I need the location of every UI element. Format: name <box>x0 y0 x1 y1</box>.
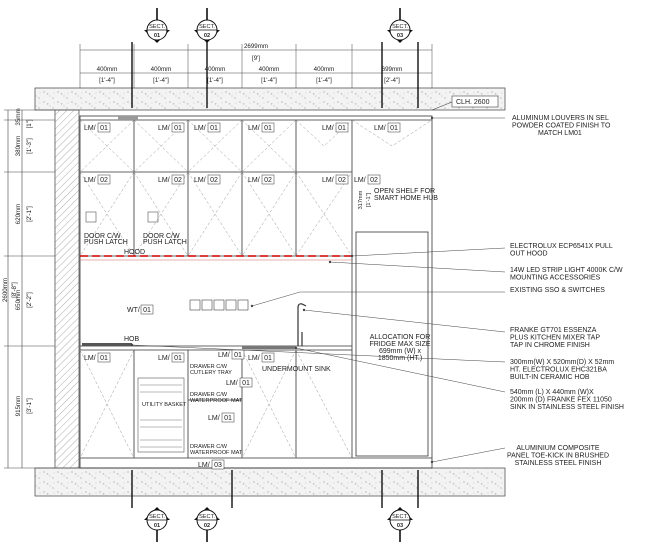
door-label: DOOR C/W <box>143 233 180 240</box>
floor-slab <box>35 468 505 496</box>
callout-text: STAINLESS STEEL FINISH <box>514 460 602 467</box>
callout-text: EXISTING SSO & SWITCHES <box>510 287 605 294</box>
callout-text: HT. ELECTROLUX EHC321BA <box>510 366 607 374</box>
fridge-allocation-line-4: 1850mm (HT.) <box>377 355 423 362</box>
ceiling-slab <box>35 88 505 110</box>
material-tag-number: 01 <box>264 125 272 132</box>
utility-basket-label: UTILITY BASKET <box>142 402 187 408</box>
material-tag-code: LM/ <box>158 125 170 132</box>
top-dimension-ft: [1'-4"] <box>99 77 115 84</box>
callout-text: ALUMINUM LOUVERS IN SEL <box>512 115 609 122</box>
shelf-dimension-ft: [1'-1"] <box>366 192 372 208</box>
top-dimension-ft: [1'-4"] <box>261 77 277 84</box>
callout-dot <box>295 347 297 349</box>
top-dimension-ft: [1'-4"] <box>316 77 332 84</box>
material-tag-lm01 <box>194 123 220 132</box>
callout-dot <box>351 255 353 257</box>
left-dimension-mm: 35mm <box>15 108 22 126</box>
ceiling-level-label: CLH. 2600 <box>456 99 490 106</box>
top-dimension-mm: 400mm <box>150 66 172 73</box>
drawer-mat-label-2: WATERPROOF MAT <box>190 398 243 404</box>
material-tag-number: 01 <box>242 380 250 387</box>
left-dimension-ft: [1'-3"] <box>26 138 33 154</box>
callout-dot <box>131 344 133 346</box>
overall-width-ft: [9'] <box>251 55 261 62</box>
material-tag-lm01 <box>208 413 234 422</box>
left-dimension-ft: [3'-1"] <box>26 398 33 414</box>
callout-text: 540mm (L) X 440mm (W)X <box>510 389 594 396</box>
overall-width-mm: 2699mm <box>243 43 269 50</box>
material-tag-code: LM/ <box>248 177 260 184</box>
section-marker-bottom-top: SECT. <box>149 514 165 520</box>
material-tag-number: 02 <box>100 177 108 184</box>
material-tag-code: LM/ <box>158 355 170 362</box>
material-tag-number: 02 <box>174 177 182 184</box>
material-tag-number: 03 <box>214 462 222 469</box>
callout-text: BUILT-IN CERAMIC HOB <box>510 374 590 381</box>
material-tag-lm01 <box>248 353 274 362</box>
material-tag-number: 01 <box>338 125 346 132</box>
callout-text: FRANKE GT701 ESSENZA <box>510 327 597 334</box>
callout-text: MATCH LM01 <box>538 130 582 137</box>
material-tag-lm02 <box>248 175 274 184</box>
left-dimension-ft: [2'-1"] <box>26 206 33 222</box>
basket-grid <box>140 385 182 447</box>
material-tag-lm02 <box>322 175 348 184</box>
material-tag-number: 01 <box>100 125 108 132</box>
material-tag-code: WT/ <box>127 307 140 314</box>
callout-leader <box>252 292 505 306</box>
callout-text: SINK IN STAINLESS STEEL FINISH <box>510 404 624 411</box>
material-tag-code: LM/ <box>194 177 206 184</box>
material-tag-code: LM/ <box>84 355 96 362</box>
section-marker-bottom-number: 03 <box>396 523 404 529</box>
open-shelf-label-2: SMART HOME HUB <box>374 195 438 202</box>
door-label: DOOR C/W <box>84 233 121 240</box>
section-marker-top-top: SECT. <box>392 24 408 30</box>
callout-dot <box>431 117 433 119</box>
callout-leader <box>432 448 505 462</box>
material-tag-number: 01 <box>264 355 272 362</box>
hub-box-right <box>148 212 158 222</box>
callout-text: ALUMINIUM COMPOSITE <box>516 445 600 452</box>
socket-switch-group <box>190 300 248 310</box>
push-latch-label: PUSH LATCH <box>143 239 187 246</box>
drawer-cutlery-label-2: CUTLERY TRAY <box>190 370 232 376</box>
callout-dot <box>251 305 253 307</box>
left-dimension-mm: 650mm <box>15 289 22 311</box>
material-tag-number: 02 <box>210 177 218 184</box>
section-marker-top-top: SECT. <box>149 24 165 30</box>
material-tag-code: LM/ <box>322 177 334 184</box>
hob-label: HOB <box>124 336 140 343</box>
overall-height-mm: 2600mm <box>2 277 9 303</box>
material-tag-lm01 <box>226 378 252 387</box>
callout-text: 14W LED STRIP LIGHT 4000K C/W <box>510 267 623 274</box>
top-dimension-mm: 400mm <box>258 66 280 73</box>
callout-text: ELECTROLUX ECP6541X PULL <box>510 243 613 250</box>
section-marker-top-top: SECT. <box>199 24 215 30</box>
material-tag-code: LM/ <box>248 355 260 362</box>
material-tag-number: 01 <box>390 125 398 132</box>
drawer-mat-label-1: DRAWER C/W <box>190 444 228 450</box>
callout-dot <box>303 309 305 311</box>
material-tag-lm01 <box>84 123 110 132</box>
top-dimension-mm: 400mm <box>204 66 226 73</box>
material-tag-number: 01 <box>174 355 182 362</box>
material-tag-number: 02 <box>264 177 272 184</box>
material-tag-code: LM/ <box>374 125 386 132</box>
push-latch-label: PUSH LATCH <box>84 239 128 246</box>
material-tag-number: 01 <box>224 415 232 422</box>
material-tag-code: LM/ <box>226 380 238 387</box>
material-tag-wt01 <box>127 305 153 314</box>
sink-symbol <box>242 346 296 349</box>
material-tag-lm02 <box>354 175 380 184</box>
hood-label: HOOD <box>124 249 145 256</box>
fridge-allocation-line-3: 699mm (W) x <box>379 348 421 355</box>
undermount-sink-label: UNDERMOUNT SINK <box>262 366 331 373</box>
material-tag-lm01 <box>322 123 348 132</box>
material-tag-lm01 <box>374 123 400 132</box>
material-tag-number: 01 <box>210 125 218 132</box>
drawer-cutlery-label-1: DRAWER C/W <box>190 364 228 370</box>
hob-symbol <box>82 343 132 346</box>
left-dimension-ft: [1"] <box>26 119 33 129</box>
callout-text: 300mm(W) X 520mm(D) X 52mm <box>510 359 615 366</box>
section-marker-top-number: 03 <box>396 33 404 39</box>
callout-text: PLUS KITCHEN MIXER TAP <box>510 334 600 342</box>
section-marker-bottom-number: 02 <box>203 523 211 529</box>
material-tag-number: 01 <box>174 125 182 132</box>
callout-text: 200mm (D) FRANKE FEX 11050 <box>510 396 612 404</box>
callout-leader <box>304 310 505 332</box>
callout-leader <box>352 248 505 256</box>
material-tag-code: LM/ <box>84 125 96 132</box>
section-marker-bottom-number: 01 <box>153 523 161 529</box>
top-dimension-mm: 699mm <box>381 66 403 73</box>
left-dimension-ft: [2'-2"] <box>26 292 33 308</box>
material-tag-code: LM/ <box>218 352 230 359</box>
callout-text: OUT HOOD <box>510 250 548 258</box>
callout-text: TAP IN CHROME FINISH <box>510 342 590 349</box>
section-marker-top-number: 02 <box>203 33 211 39</box>
louver-symbol <box>118 116 138 120</box>
open-shelf-label-1: OPEN SHELF FOR <box>374 188 436 195</box>
material-tag-code: LM/ <box>248 125 260 132</box>
left-dimension-mm: 620mm <box>15 203 22 225</box>
callout-dot <box>431 461 433 463</box>
callout-text: MOUNTING ACCESSORIES <box>510 274 601 282</box>
material-tag-code: LM/ <box>322 125 334 132</box>
material-tag-code: LM/ <box>208 415 220 422</box>
material-tag-number: 01 <box>143 307 151 314</box>
callout-text: POWDER COATED FINISH TO <box>512 122 611 130</box>
left-dimension-mm: 915mm <box>15 395 22 417</box>
material-tag-number: 02 <box>338 177 346 184</box>
material-tag-code: LM/ <box>198 462 210 469</box>
drawer-mat-label-2: WATERPROOF MAT <box>190 450 243 456</box>
hub-box-left <box>86 212 96 222</box>
drawer-mat-label-1: DRAWER C/W <box>190 392 228 398</box>
material-tag-number: 01 <box>100 355 108 362</box>
material-tag-lm01 <box>84 353 110 362</box>
top-dimension-ft: [1'-4"] <box>207 77 223 84</box>
material-tag-code: LM/ <box>84 177 96 184</box>
left-wall <box>55 110 79 468</box>
material-tag-lm02 <box>194 175 220 184</box>
shelf-dimension-mm: 317mm <box>358 190 364 210</box>
top-dimension-mm: 400mm <box>313 66 335 73</box>
material-tag-lm01 <box>158 123 184 132</box>
left-dimension-mm: 380mm <box>15 135 22 157</box>
material-tag-lm01 <box>248 123 274 132</box>
material-tag-code: LM/ <box>354 177 366 184</box>
section-marker-bottom-top: SECT. <box>392 514 408 520</box>
material-tag-code: LM/ <box>194 125 206 132</box>
top-dimension-ft: [2'-4"] <box>384 77 400 84</box>
material-tag-number: 02 <box>370 177 378 184</box>
material-tag-code: LM/ <box>158 177 170 184</box>
top-dimension-mm: 400mm <box>96 66 118 73</box>
material-tag-lm02 <box>158 175 184 184</box>
fridge-allocation-line-2: FRIDGE MAX SIZE <box>369 341 431 348</box>
material-tag-lm01 <box>218 350 244 359</box>
material-tag-lm02 <box>84 175 110 184</box>
material-tag-lm01 <box>158 353 184 362</box>
overall-height-ft: [8'-8"] <box>11 282 18 298</box>
section-marker-bottom-top: SECT. <box>199 514 215 520</box>
section-marker-top-number: 01 <box>153 33 161 39</box>
utility-basket-symbol <box>138 378 184 452</box>
callout-text: PANEL TOE-KICK IN BRUSHED <box>506 452 610 460</box>
fridge-allocation-line-1: ALLOCATION FOR <box>369 334 431 341</box>
top-dimension-ft: [1'-4"] <box>153 77 169 84</box>
callout-dot <box>329 261 331 263</box>
door-swing-lines <box>80 120 432 458</box>
material-tag-number: 01 <box>234 352 242 359</box>
